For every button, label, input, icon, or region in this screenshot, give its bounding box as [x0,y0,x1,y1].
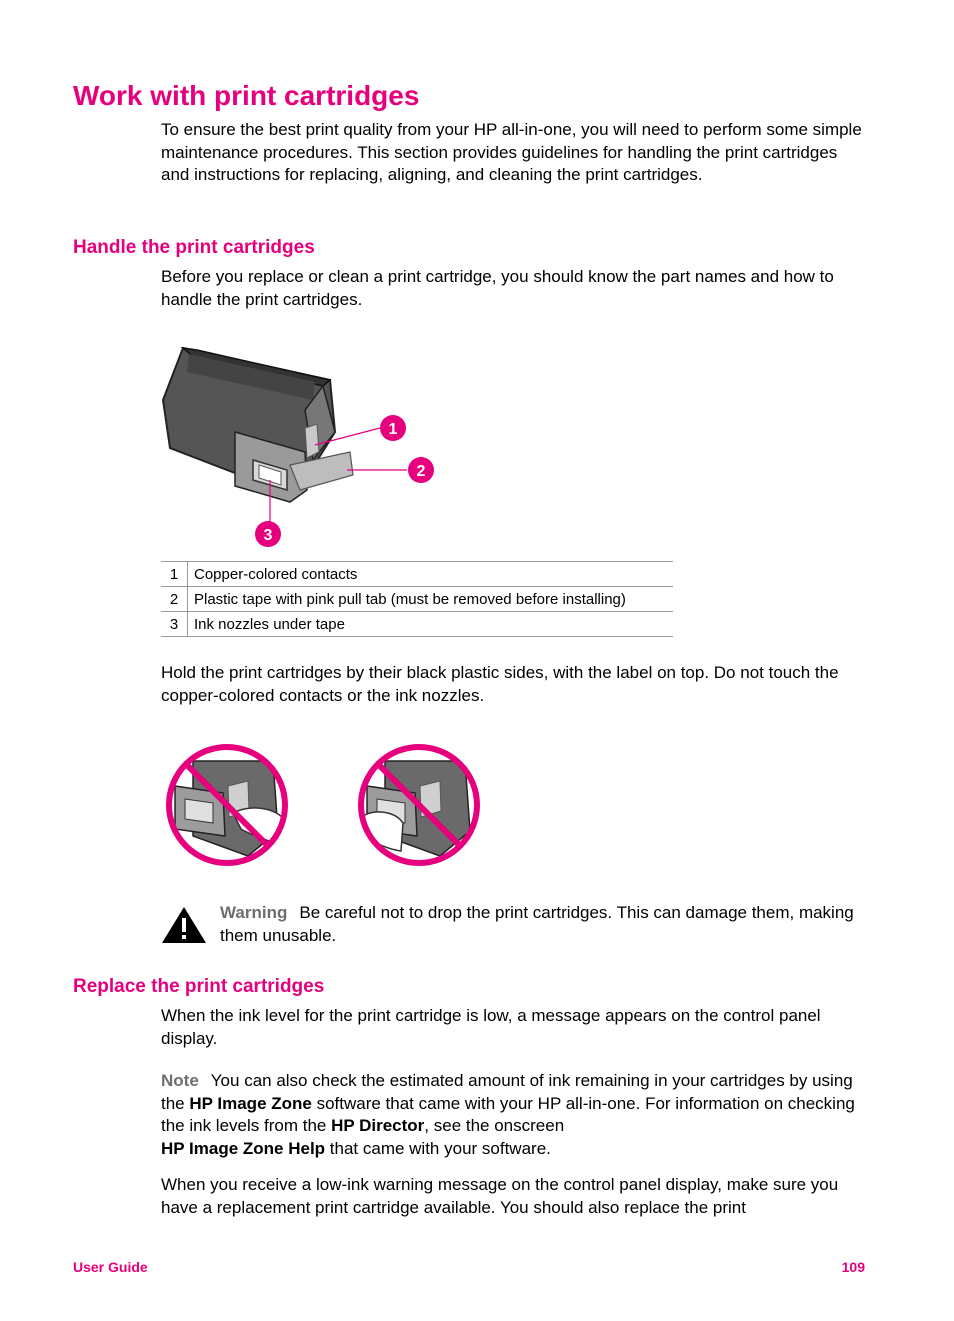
replace-paragraph-2: When you receive a low-ink warning message on the control panel display, make sure you have a replacement print cartridge available. You should also replace the print [161,1175,839,1217]
part-description: Copper-colored contacts [188,562,674,587]
page-title: Work with print cartridges [73,80,420,111]
note-text: , see the onscreen [424,1116,565,1135]
warning-text: Be careful not to drop the print cartridges. This can damage them, making them unusable. [220,903,854,945]
table-row [161,587,673,612]
cartridge-diagram-icon [155,340,455,555]
callout-2: 2 [416,463,426,480]
part-description: Ink nozzles under tape [188,612,674,637]
footer-left: User Guide [73,1259,148,1275]
no-touch-nozzles-icon [355,741,483,869]
note-bold-hp-image-zone: HP Image Zone [189,1093,312,1113]
parts-table [161,561,673,637]
callout-1: 1 [388,421,398,438]
page-number: 109 [841,1259,865,1275]
section-heading-replace: Replace the print cartridges [73,976,325,997]
handle-intro-paragraph: Before you replace or clean a print cartridge, you should know the part names and how to handle the print cartridges. [161,267,834,309]
no-touch-contacts-icon [163,741,291,869]
replace-paragraph-1: When the ink level for the print cartridge is low, a message appears on the control panel display. [161,1006,821,1048]
hold-paragraph: Hold the print cartridges by their black plastic sides, with the label on top. Do not touch the copper-colored contacts or the ink nozzles. [161,663,839,705]
note-paragraph [161,1070,866,1160]
callout-3: 3 [263,527,273,544]
warning-icon [160,905,208,945]
part-description: Plastic tape with pink pull tab (must be removed before installing) [188,587,674,612]
table-row [161,562,673,587]
warning-label: Warning [220,903,288,922]
note-bold-hp-image-zone-help: HP Image Zone Help [161,1138,326,1158]
part-number: 2 [161,587,188,612]
note-text: software that came with your HP all-in-one. For information on checking the ink levels from the [161,1093,855,1135]
note-label: Note [161,1071,199,1090]
note-text: that came with your software. [325,1138,551,1158]
note-text: You can also check the estimated amount of ink remaining in your cartridges by using the [161,1071,853,1113]
part-number: 1 [161,562,188,587]
intro-paragraph: To ensure the best print quality from your HP all-in-one, you will need to perform some simple maintenance procedures. This section provides guidelines for handling the print cartridges and instructions for replacing, aligning, and cleaning the print cartridges. [161,120,862,184]
warning-paragraph [220,902,860,947]
part-number: 3 [161,612,188,637]
table-row [161,612,673,637]
section-heading-handle: Handle the print cartridges [73,237,315,258]
note-bold-hp-director: HP Director [331,1116,425,1135]
